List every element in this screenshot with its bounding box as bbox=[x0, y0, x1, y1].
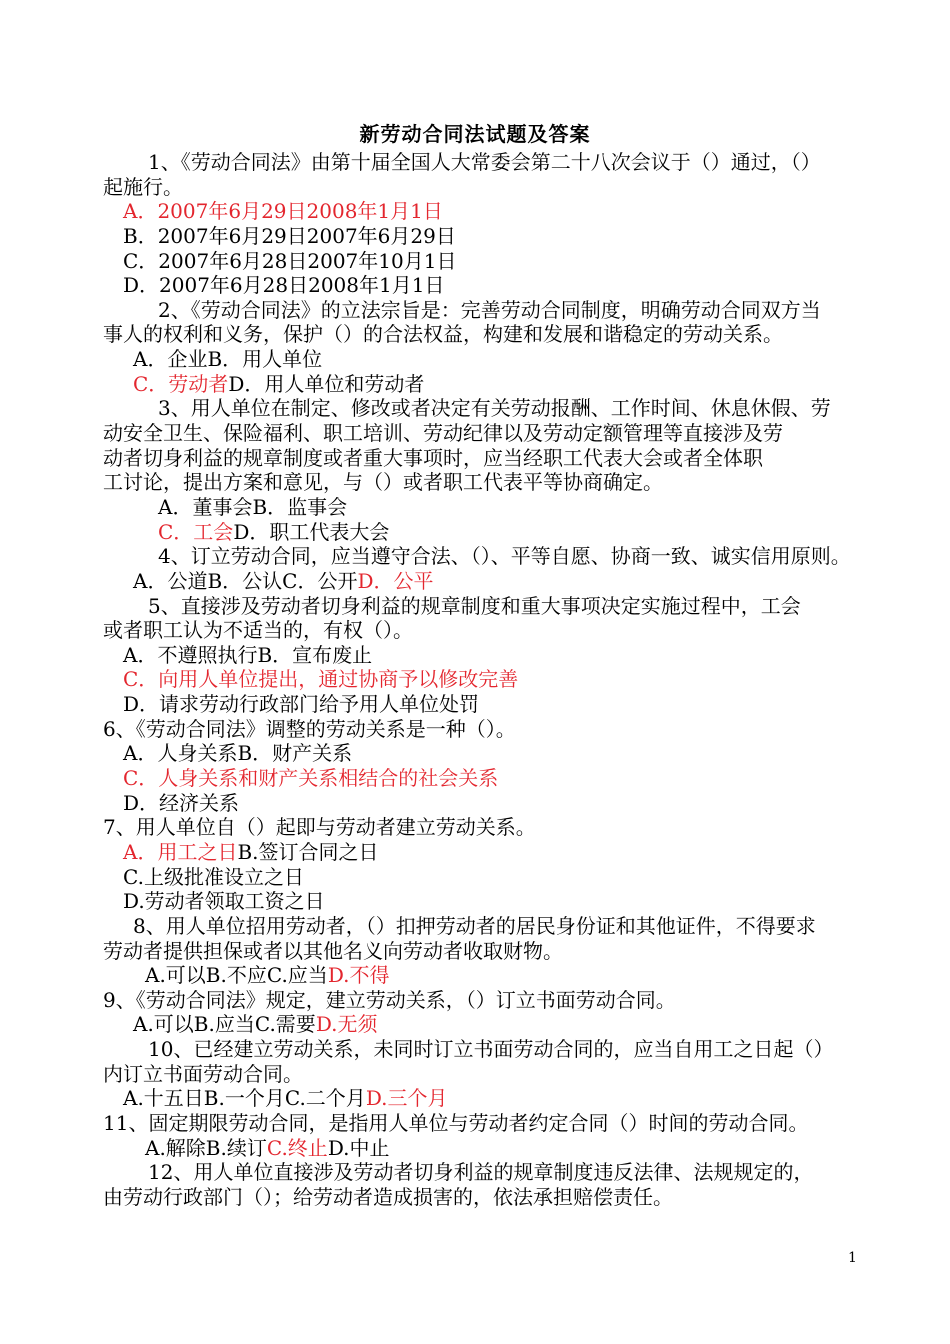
text-line bbox=[103, 939, 863, 964]
text-line bbox=[103, 988, 863, 1013]
line-text: 1、《劳动合同法》由第十届全国人大常委会第二十八次会议于（）通过，（） bbox=[148, 150, 821, 174]
answer-text: D.无须 bbox=[315, 1012, 378, 1037]
text-line bbox=[103, 1185, 863, 1210]
document-body bbox=[103, 150, 863, 1210]
answer-text: C.终止 bbox=[266, 1135, 328, 1160]
text-line bbox=[103, 1160, 863, 1185]
line-text: 工讨论，提出方案和意见，与（）或者职工代表平等协商确定。 bbox=[103, 470, 663, 495]
text-line bbox=[103, 840, 863, 865]
line-text: 由劳动行政部门（）；给劳动者造成损害的，依法承担赔偿责任。 bbox=[103, 1184, 673, 1209]
text-line bbox=[103, 347, 863, 372]
text-line bbox=[103, 791, 863, 816]
text-line bbox=[103, 692, 863, 717]
line-text: 11、固定期限劳动合同，是指用人单位与劳动者约定合同（）时间的劳动合同。 bbox=[103, 1110, 809, 1135]
line-text: D.中止 bbox=[327, 1135, 390, 1160]
text-line bbox=[103, 544, 863, 569]
answer-text: D.三个月 bbox=[365, 1086, 448, 1111]
line-text: D．请求劳动行政部门给予用人单位处罚 bbox=[123, 692, 480, 717]
page-title: 新劳动合同法试题及答案 bbox=[359, 122, 591, 146]
text-line bbox=[103, 446, 863, 471]
text-line bbox=[103, 865, 863, 890]
text-line bbox=[103, 766, 863, 791]
line-text: 2、《劳动合同法》的立法宗旨是：完善劳动合同制度，明确劳动合同双方当 bbox=[158, 297, 821, 322]
line-text: C.上级批准设立之日 bbox=[123, 864, 304, 889]
line-text: 9、《劳动合同法》规定，建立劳动关系，（）订立书面劳动合同。 bbox=[103, 987, 676, 1012]
line-text: B．2007年6月29日2007年6月29日 bbox=[123, 223, 456, 248]
text-line bbox=[103, 199, 863, 224]
line-text: A．人身关系B．财产关系 bbox=[123, 741, 353, 766]
line-text: 动安全卫生、保险福利、职工培训、劳动纪律以及劳动定额管理等直接涉及劳 bbox=[103, 421, 783, 446]
text-line bbox=[103, 594, 863, 619]
line-text: A．不遵照执行B．宣布废止 bbox=[123, 642, 373, 667]
answer-text: D．公平 bbox=[357, 568, 434, 593]
text-line bbox=[103, 1086, 863, 1111]
text-line bbox=[103, 372, 863, 397]
answer-text: A．2007年6月29日2008年1月1日 bbox=[123, 199, 443, 224]
line-text: 动者切身利益的规章制度或者重大事项时，应当经职工代表大会或者全体职 bbox=[103, 445, 763, 470]
line-text: A.可以B.不应C.应当 bbox=[145, 963, 328, 988]
text-line bbox=[103, 643, 863, 668]
line-text: 3、用人单位在制定、修改或者决定有关劳动报酬、工作时间、休息休假、劳 bbox=[158, 396, 831, 421]
text-line bbox=[103, 322, 863, 347]
line-text: 10、已经建立劳动关系，未同时订立书面劳动合同的，应当自用工之日起（） bbox=[148, 1037, 834, 1062]
text-line bbox=[103, 1012, 863, 1037]
text-line bbox=[103, 914, 863, 939]
answer-text: A．用工之日 bbox=[123, 839, 238, 864]
text-line bbox=[103, 1136, 863, 1161]
text-line bbox=[103, 741, 863, 766]
text-line bbox=[103, 618, 863, 643]
line-text: 8、用人单位招用劳动者，（）扣押劳动者的居民身份证和其他证件，不得要求 bbox=[133, 913, 816, 938]
line-text: 事人的权利和义务，保护（）的合法权益，构建和发展和谐稳定的劳动关系。 bbox=[103, 322, 783, 347]
line-text: D．职工代表大会 bbox=[233, 519, 390, 544]
line-text: 4、订立劳动合同，应当遵守合法、（）、平等自愿、协商一致、诚实信用原则。 bbox=[158, 544, 851, 569]
line-text: D．经济关系 bbox=[123, 790, 240, 815]
line-text: A．董事会B．监事会 bbox=[158, 494, 348, 519]
answer-text: C．劳动者 bbox=[133, 371, 229, 396]
text-line bbox=[103, 667, 863, 692]
line-text: 5、直接涉及劳动者切身利益的规章制度和重大事项决定实施过程中，工会 bbox=[148, 593, 801, 618]
text-line bbox=[103, 224, 863, 249]
text-line bbox=[103, 1037, 863, 1062]
line-text: 7、用人单位自（）起即与劳动者建立劳动关系。 bbox=[103, 815, 536, 840]
text-line bbox=[103, 1062, 863, 1087]
text-line bbox=[103, 396, 863, 421]
line-text: 或者职工认为不适当的，有权（）。 bbox=[103, 618, 413, 643]
text-line bbox=[103, 470, 863, 495]
line-text: 内订立书面劳动合同。 bbox=[103, 1061, 303, 1086]
answer-text: C．工会 bbox=[158, 519, 234, 544]
line-text: A．公道B．公认C．公开 bbox=[133, 568, 358, 593]
text-line bbox=[103, 889, 863, 914]
line-text: B.签订合同之日 bbox=[237, 839, 379, 864]
text-line bbox=[103, 520, 863, 545]
text-line bbox=[103, 1111, 863, 1136]
text-line bbox=[103, 815, 863, 840]
answer-text: C．人身关系和财产关系相结合的社会关系 bbox=[123, 766, 499, 791]
text-line bbox=[103, 249, 863, 274]
text-line bbox=[103, 495, 863, 520]
text-line bbox=[103, 175, 863, 200]
line-text: A.解除B.续订 bbox=[145, 1135, 267, 1160]
text-line bbox=[103, 150, 863, 175]
text-line bbox=[103, 717, 863, 742]
line-text: D．2007年6月28日2008年1月1日 bbox=[123, 273, 445, 298]
text-line bbox=[103, 963, 863, 988]
page-number: 1 bbox=[848, 1250, 857, 1266]
line-text: 6、《劳动合同法》调整的劳动关系是一种（）。 bbox=[103, 716, 516, 741]
line-text: D.劳动者领取工资之日 bbox=[123, 889, 325, 914]
text-line bbox=[103, 298, 863, 323]
line-text: 劳动者提供担保或者以其他名义向劳动者收取财物。 bbox=[103, 938, 563, 963]
text-line bbox=[103, 273, 863, 298]
line-text: 起施行。 bbox=[103, 174, 183, 199]
line-text: A.可以B.应当C.需要 bbox=[133, 1012, 316, 1037]
text-line bbox=[103, 569, 863, 594]
answer-text: C．向用人单位提出，通过协商予以修改完善 bbox=[123, 667, 519, 692]
line-text: 12、用人单位直接涉及劳动者切身利益的规章制度违反法律、法规规定的， bbox=[148, 1160, 814, 1185]
text-line bbox=[103, 421, 863, 446]
line-text: C．2007年6月28日2007年10月1日 bbox=[123, 248, 457, 273]
answer-text: D.不得 bbox=[327, 963, 390, 988]
line-text: A．企业B．用人单位 bbox=[133, 347, 323, 372]
line-text: D．用人单位和劳动者 bbox=[228, 371, 425, 396]
line-text: A.十五日B.一个月C.二个月 bbox=[123, 1086, 366, 1111]
